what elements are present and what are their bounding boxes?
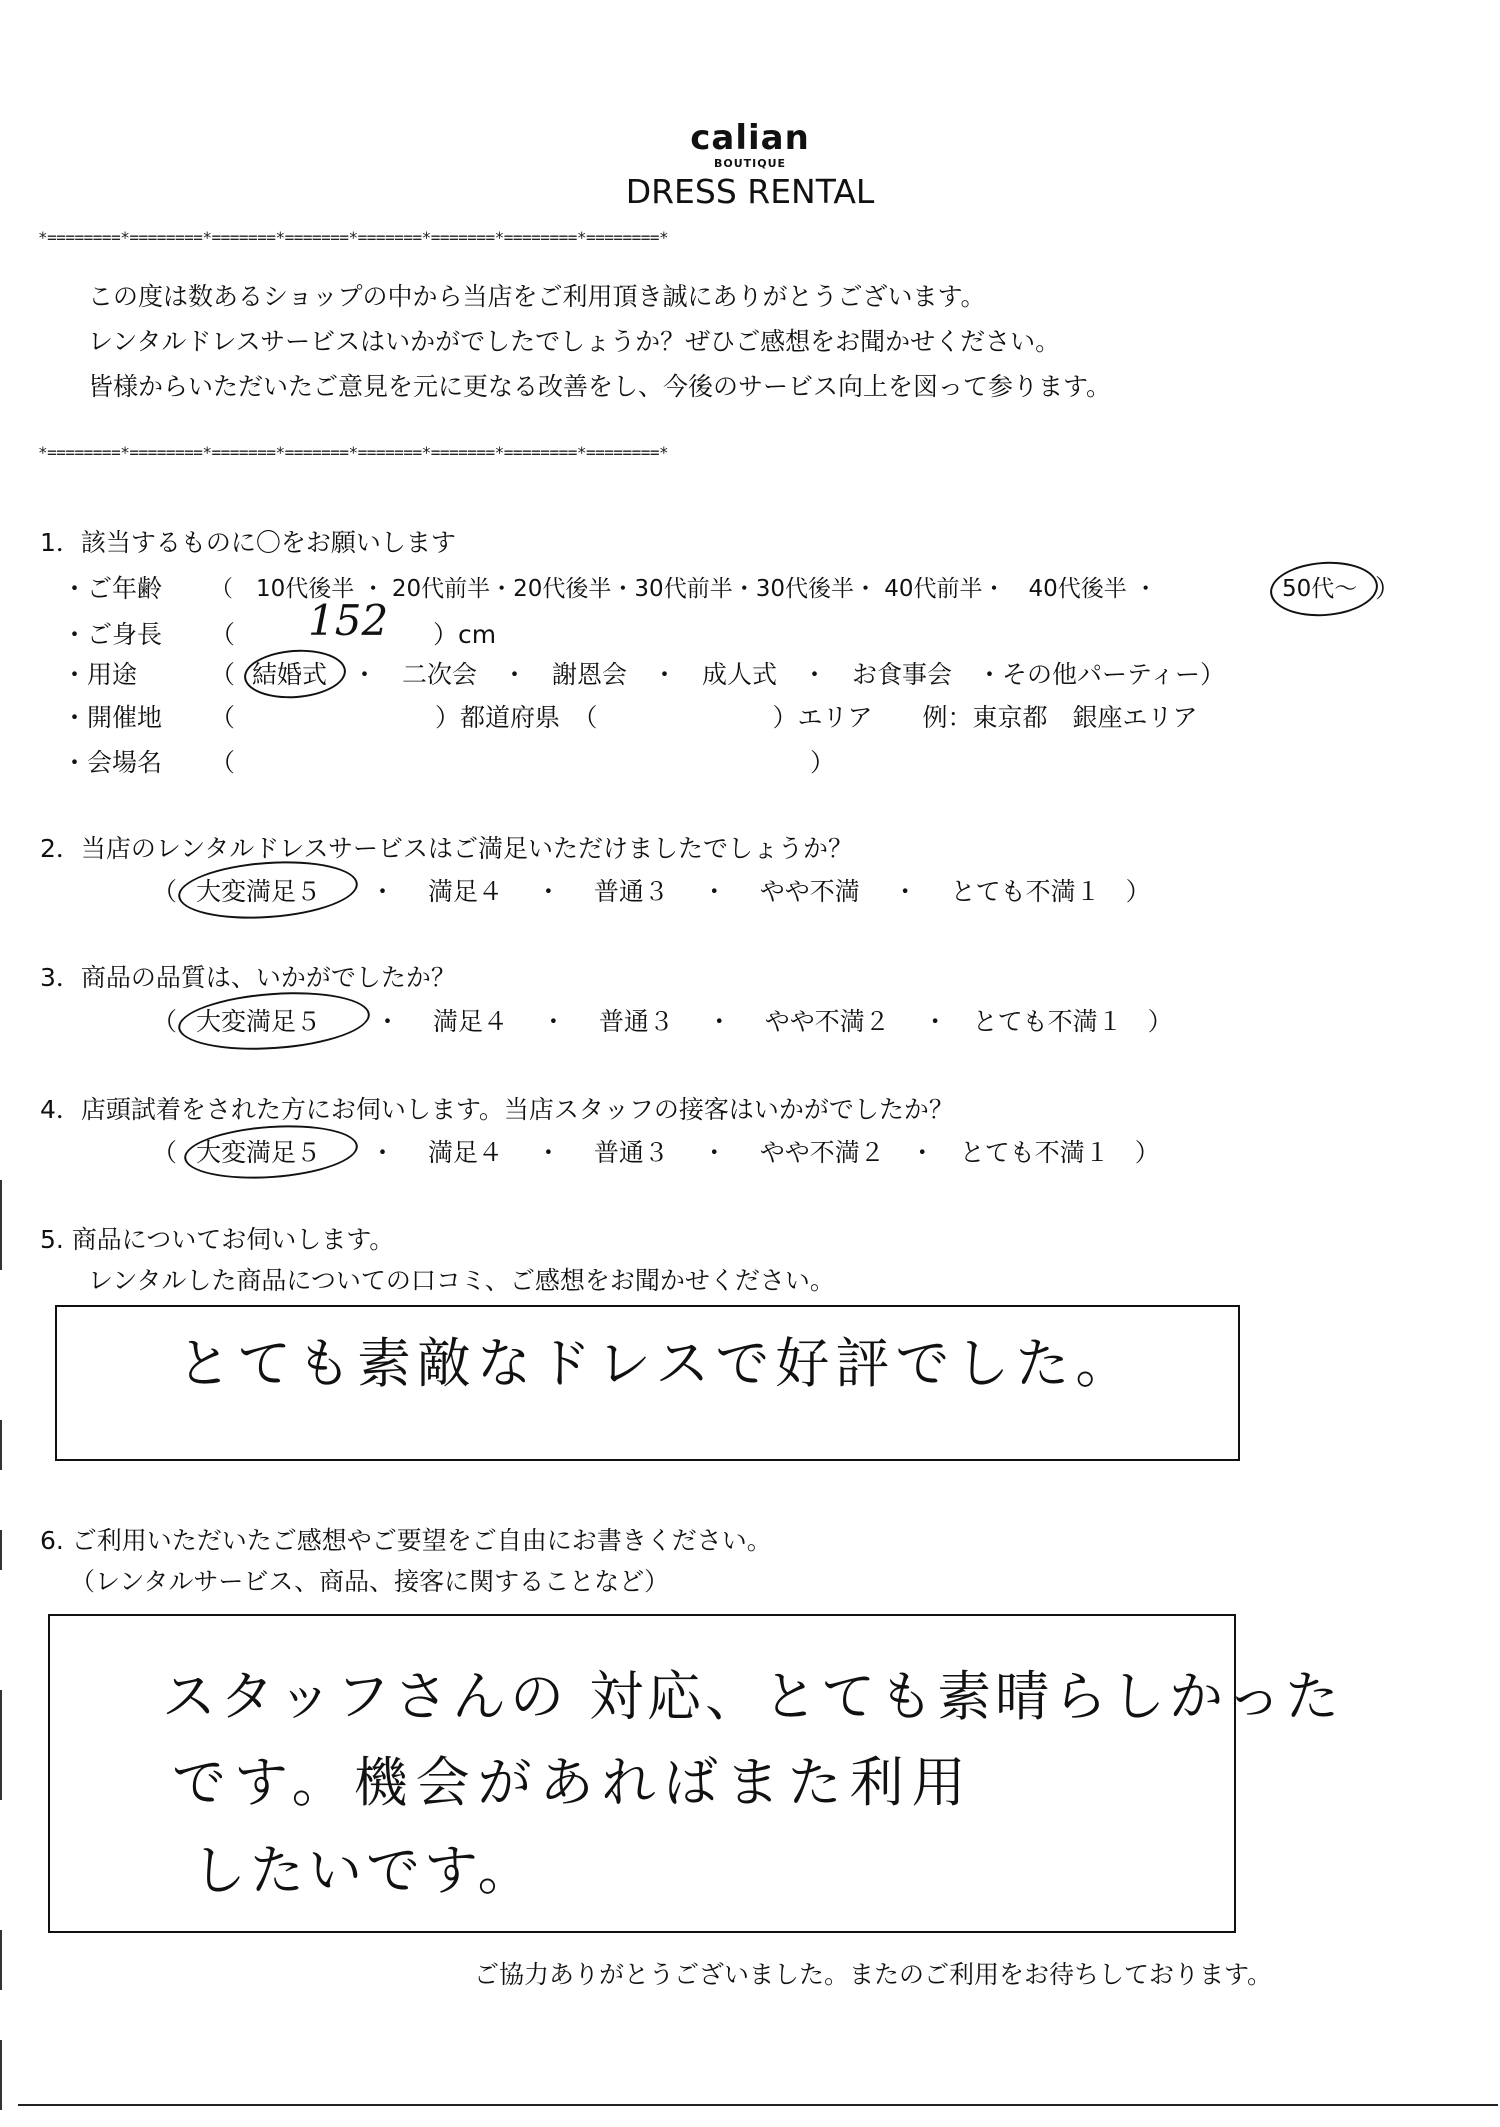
q1-venue-text: （ ）都道府県 （ ）エリア 例：東京都 銀座エリア xyxy=(210,703,1198,732)
scan-edge-mark xyxy=(0,1420,2,1470)
q1-purpose-circle xyxy=(242,647,347,702)
q3-title: 3．商品の品質は、いかがでしたか？ xyxy=(40,963,456,992)
q1-purpose-label: ・用途 xyxy=(62,660,138,689)
scan-edge-mark xyxy=(0,1530,2,1570)
q1-venue-label: ・開催地 xyxy=(62,703,163,732)
q5-answer: とても素敵なドレスで好評でした。 xyxy=(177,1332,1136,1395)
scan-edge-mark xyxy=(0,2040,2,2110)
q6-answer-line-1: スタッフさんの 対応、とても素晴らしかった xyxy=(162,1665,1344,1728)
q1-height-close: ）cm xyxy=(433,620,497,649)
q4-selected: 大変満足５ xyxy=(196,1138,322,1167)
intro-line-2: レンタルドレスサービスはいかがでしたでしょうか？ぜひご感想をお聞かせください。 xyxy=(88,327,1061,356)
q1-height-value: 152 xyxy=(308,596,389,645)
q3-circle xyxy=(176,986,371,1055)
q6-subtitle: （レンタルサービス、商品、接客に関することなど） xyxy=(70,1567,670,1596)
q2-open: （ xyxy=(152,877,178,906)
page-title: DRESS RENTAL xyxy=(625,172,875,211)
q1-hall-label: ・会場名 xyxy=(62,748,163,777)
intro-line-3: 皆様からいただいたご意見を元に更なる改善をし、今後のサービス向上を図って参ります。 xyxy=(88,372,1112,401)
footer-thanks: ご協力ありがとうございました。またのご利用をお待ちしております。 xyxy=(474,1960,1273,1989)
scan-edge-mark xyxy=(0,1930,2,1990)
q3-open: （ xyxy=(152,1007,178,1036)
q1-age-close: ） xyxy=(1375,574,1401,603)
q1-age-options: （ 10代後半 ・ 20代前半・20代後半・30代前半・30代後半・ 40代前半・ 40代後半 ・ xyxy=(210,576,1158,602)
q5-answer-box xyxy=(55,1305,1240,1461)
scan-edge-mark xyxy=(0,1180,2,1270)
scan-bottom-line xyxy=(18,2104,1498,2106)
q4-rest: ・ 満足４ ・ 普通３ ・ やや不満２ ・ とても不満１ ） xyxy=(370,1138,1160,1167)
q4-title: 4．店頭試着をされた方にお伺いします。当店スタッフの接客はいかがでしたか？ xyxy=(40,1095,954,1124)
q2-circle xyxy=(176,856,359,924)
q6-answer-line-3: したいです。 xyxy=(192,1839,536,1902)
divider-bottom: *========*========*=======*=======*=======*=======*========*========* xyxy=(38,443,669,462)
q3-selected: 大変満足５ xyxy=(196,1007,322,1036)
q1-purpose-open: （ xyxy=(210,660,236,689)
brand-logo: calian xyxy=(690,118,810,158)
q6-title: 6. ご利用いただいたご感想やご要望をご自由にお書きください。 xyxy=(40,1526,772,1555)
brand-subtitle: BOUTIQUE xyxy=(713,157,787,170)
q6-answer-line-2: です。機会があればまた利用 xyxy=(172,1751,974,1814)
q2-rest: ・ 満足４ ・ 普通３ ・ やや不満 ・ とても不満１ ） xyxy=(370,877,1151,906)
q1-title: 1．該当するものに〇をお願いします xyxy=(40,528,456,557)
q1-age-label: ・ご年齢 xyxy=(62,574,163,603)
q1-height-open: （ xyxy=(210,620,236,649)
q5-title: 5. 商品についてお伺いします。 xyxy=(40,1225,395,1254)
scan-edge-mark xyxy=(0,1690,2,1800)
q2-title: 2．当店のレンタルドレスサービスはご満足いただけましたでしょうか？ xyxy=(40,834,854,863)
q3-rest: ・ 満足４ ・ 普通３ ・ やや不満２ ・ とても不満１ ） xyxy=(375,1007,1173,1036)
q1-age-selected: 50代～ xyxy=(1282,576,1358,602)
intro-line-1: この度は数あるショップの中から当店をご利用頂き誠にありがとうございます。 xyxy=(88,282,986,311)
q4-circle xyxy=(182,1120,359,1184)
q1-purpose-rest: ・ 二次会 ・ 謝恩会 ・ 成人式 ・ お食事会 ・その他パーティー） xyxy=(352,660,1226,689)
q5-subtitle: レンタルした商品についての口コミ、ご感想をお聞かせください。 xyxy=(88,1266,835,1295)
q1-purpose-selected: 結婚式 xyxy=(252,660,328,689)
q2-selected: 大変満足５ xyxy=(196,877,322,906)
q1-height-label: ・ご身長 xyxy=(62,620,163,649)
q4-open: （ xyxy=(152,1138,178,1167)
q1-age-circle xyxy=(1268,558,1380,619)
q6-answer-box xyxy=(48,1614,1344,1933)
divider-top: *========*========*=======*=======*=======*=======*========*========* xyxy=(38,228,669,247)
q1-hall-text: （ ） xyxy=(210,748,836,777)
